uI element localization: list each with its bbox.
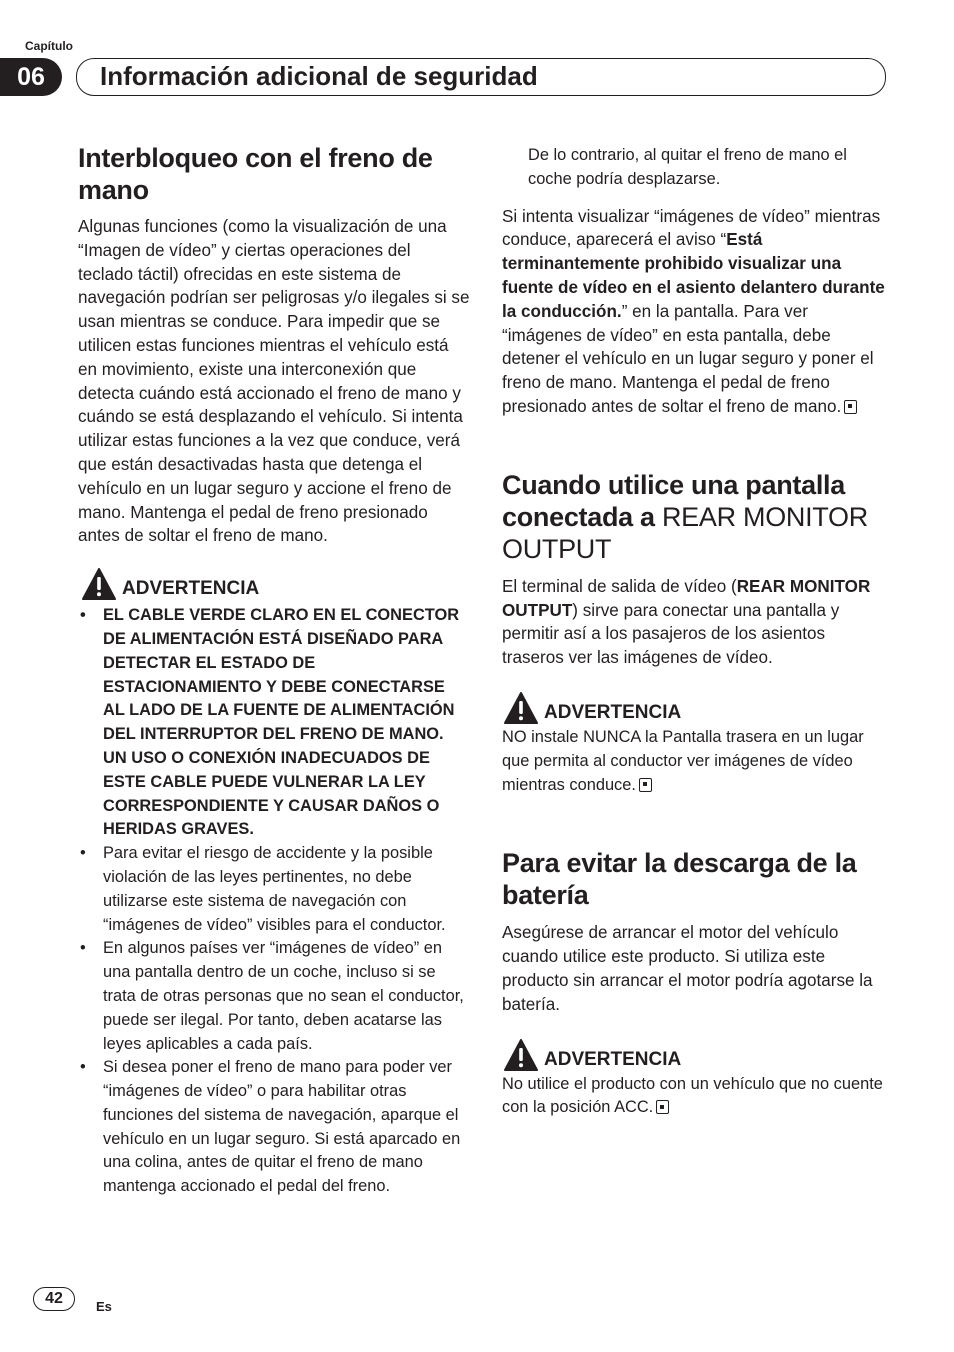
right-column xyxy=(502,140,890,1120)
warning-label-2: ADVERTENCIA xyxy=(544,701,682,723)
battery-warning-body: No utilice el producto con un vehículo que no cuente con la posición ACC. xyxy=(502,1074,883,1117)
warning-triangle-icon xyxy=(82,568,116,600)
warning-heading-3 xyxy=(504,1039,890,1071)
chapter-label: Capítulo xyxy=(25,39,73,53)
warning-label-3: ADVERTENCIA xyxy=(544,1048,682,1070)
video-text-before: Si intenta visualizar “imágenes de vídeo” mientras conduce, aparecerá el aviso “ xyxy=(502,206,881,250)
page-number: 42 xyxy=(33,1287,75,1311)
rear-monitor-output-bold: REAR MONITOR OUTPUT xyxy=(502,576,871,620)
battery-warning-text xyxy=(502,1073,890,1121)
rear-monitor-paragraph xyxy=(502,575,890,670)
end-mark-icon xyxy=(844,400,857,414)
warning-heading-2 xyxy=(504,692,890,724)
section-title-handbrake: Interbloqueo con el freno de mano xyxy=(78,143,433,205)
warning-label: ADVERTENCIA xyxy=(122,578,260,600)
rear-monitor-warning-body: NO instale NUNCA la Pantalla trasera en un lugar que permita al conductor ver imágenes de vídeo mientras conduce. xyxy=(502,727,864,794)
continuation-text: De lo contrario, al quitar el freno de mano el coche podría desplazarse. xyxy=(528,146,847,188)
language-code: Es xyxy=(96,1299,112,1314)
section-title-rear-monitor xyxy=(502,469,890,565)
rear-monitor-text-before: El terminal de salida de vídeo ( xyxy=(502,576,737,596)
warning-item: • En algunos países ver “imágenes de vídeo” en una pantalla dentro de un coche, incluso si se trata de otras personas que no sean el conductor, puede ser ilegal. Por tanto, deben acatarse las leyes aplicables a cada país. xyxy=(78,937,470,1056)
warning-triangle-icon xyxy=(504,1039,538,1071)
handbrake-intro: Algunas funciones (como la visualización de una “Imagen de vídeo” y ciertas operaciones del teclado táctil) ofrecidas en este sistema de navegación podrían ser peligrosas y/o ilegales si se usan mientras se conduce. Para impedir que se utilicen estas funciones mientras el vehículo está en movimiento, existe una interconexión que detecta cuándo está accionado el freno de mano y cuándo se está desplazando el vehículo. Si intenta utilizar estas funciones a la vez que conduce, verá que están desactivadas hasta que detenga el vehículo en un lugar seguro y accione el freno de mano. Mantenga el pedal de freno presionado antes de soltar el freno de mano. xyxy=(78,217,470,546)
section-title-battery: Para evitar la descarga de la batería xyxy=(502,848,857,911)
rear-monitor-title-a: Cuando utilice una pantalla conectada a xyxy=(502,469,845,532)
warning-triangle-icon xyxy=(504,692,538,724)
chapter-number: 06 xyxy=(0,58,62,96)
video-warning-paragraph xyxy=(502,205,890,419)
warning-item: • Si desea poner el freno de mano para poder ver “imágenes de vídeo” o para habilitar otras funciones del sistema de navegación, aparque el vehículo en un lugar seguro. Si está aparcado en una colina, antes de quitar el freno de mano mantenga accionado el pedal del freno. xyxy=(78,1056,470,1199)
rear-monitor-warning-text xyxy=(502,726,890,797)
battery-paragraph: Asegúrese de arrancar el motor del vehículo cuando utilice este producto. Si utiliza este producto sin arrancar el motor podría agotarse la batería. xyxy=(502,923,873,1014)
video-text-after: ” en la pantalla. Para ver “imágenes de vídeo” en esta pantalla, debe detener el vehículo en un lugar seguro y poner el freno de mano. Mantenga el pedal de freno presionado antes de soltar el freno de mano. xyxy=(502,301,874,416)
warning-item: • Para evitar el riesgo de accidente y la posible violación de las leyes pertinentes, no debe utilizarse este sistema de navegación con “imágenes de vídeo” visibles para el conductor. xyxy=(78,842,470,937)
left-column xyxy=(78,140,470,1199)
video-notice-bold: Está terminantemente prohibido visualizar una fuente de vídeo en el asiento delantero durante la conducción. xyxy=(502,230,885,321)
warning-heading xyxy=(82,568,470,600)
rear-monitor-title-b: REAR MONITOR OUTPUT xyxy=(502,501,868,564)
warning-list xyxy=(78,604,470,1199)
rear-monitor-text-after: ) sirve para conectar una pantalla y permitir así a los pasajeros de los asientos traseros ver las imágenes de vídeo. xyxy=(502,600,840,668)
end-mark-icon xyxy=(639,778,652,792)
end-mark-icon xyxy=(656,1100,669,1114)
warning-item: • EL CABLE VERDE CLARO EN EL CONECTOR DE ALIMENTACIÓN ESTÁ DISEÑADO PARA DETECTAR EL ESTADO DE ESTACIONAMIENTO Y DEBE CONECTARSE AL LADO DE LA FUENTE DE ALIMENTACIÓN DEL INTERRUPTOR DEL FRENO DE MANO. UN USO O CONEXIÓN INADECUADOS DE ESTE CABLE PUEDE VULNERAR LA LEY CORRESPONDIENTE Y CAUSAR DAÑOS O HERIDAS GRAVES. xyxy=(78,604,470,842)
chapter-title: Información adicional de seguridad xyxy=(100,61,538,91)
